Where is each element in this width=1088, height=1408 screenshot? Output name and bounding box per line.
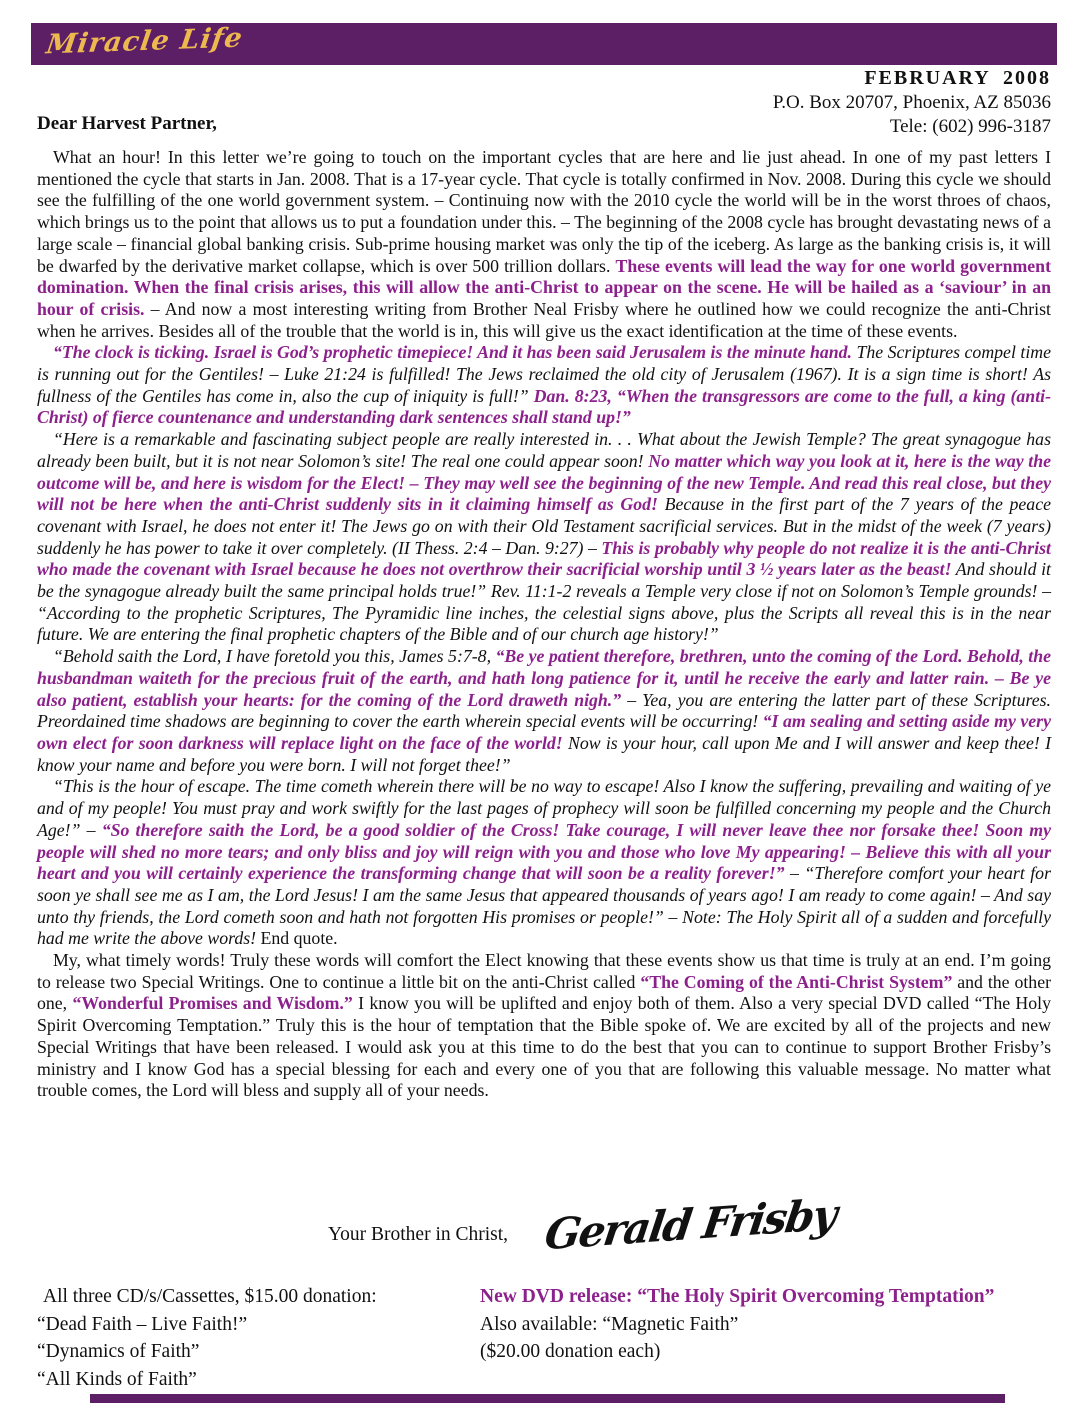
paragraph: [37, 776, 1051, 950]
paragraph: [37, 342, 1051, 429]
paragraph: [37, 646, 1051, 776]
text-run: My, what timely words! Truly these words will comfort the Elect knowing that these events show us that time is truly at an end. I’m going to release two Special Writings. One to continue a little bit on the anti-Christ called: [37, 950, 1051, 992]
salutation: Dear Harvest Partner,: [37, 113, 217, 134]
letter-body: [37, 147, 1051, 1102]
paragraph: [37, 429, 1051, 646]
closing-row: [0, 1189, 1088, 1278]
text-run: Now is your hour, call upon Me and I will answer and keep thee! I know your name and before you were born. I will not forget thee!”: [37, 732, 1051, 775]
text-run: – And now a most interesting writing from Brother Neal Frisby where he outlined how we could recognize the anti-Christ when he arrives. Besides all of the trouble that the world is in, this will give us the exact identification at the time of these events.: [37, 298, 1051, 341]
header-info: [773, 66, 1051, 140]
text-run: The Scriptures compel time is running out for the Gentiles! – Luke 21:24 is fulfilled! The Jews reclaimed the old city of Jerusalem (1967). It is a sign time is short! As fullness of the Gentiles has come in, also the cup of iniquity is full!”: [37, 342, 1051, 406]
footer-rule: [90, 1394, 1005, 1403]
valediction: Your Brother in Christ,: [328, 1224, 509, 1245]
text-run: – “Therefore comfort your heart for soon ye shall see me as I am, the Lord Jesus! I am the same Jesus that appeared thousands of years ago! I am ready to come again! – And say unto thy friends, the Lord cometh soon and hath not forgotten His promises or people!” – Note: The Holy Spirit all of a sudden and forcefully had me write the above words!: [37, 863, 1051, 949]
text-run: “This is the hour of escape. The time cometh wherein there will be no way to escape! Also I know the suffering, prevailing and waiting of ye and of my people! You must pray and work swiftly for the last pages of prophecy will soon be fulfilled concerning my people and the Church Age!” –: [37, 776, 1051, 840]
offers-left: [37, 1283, 480, 1393]
text-run: “I am sealing and setting aside my very own elect for soon darkness will replace light on the face of the world!: [37, 711, 1051, 753]
text-run: End quote.: [256, 928, 338, 949]
offers-right: [480, 1283, 1051, 1393]
text-run: No matter which way you look at it, here is the way the outcome will be, and here is wisdom for the Elect! – They may well see the beginning of the new Temple. And read this real close, but they will not be here when the anti-Christ suddenly sits in it claiming himself as God!: [37, 450, 1052, 515]
brand-script-logo: Miracle Life: [44, 22, 245, 61]
text-run: I know you will be uplifted and enjoy both of them. Also a very special DVD called “The Holy Spirit Overcoming Temptation.” Truly this is the hour of temptation that the Bible spoke of. We are excited by all of the projects and new Special Writings that have been released. I would ask you at this time to do the best that you can to continue to support Brother Frisby’s ministry and I know God has a special blessing for each and every one of you that are following this valuable message. No matter what trouble comes, the Lord will bless and supply all of your needs.: [37, 993, 1051, 1101]
text-run: “Be ye patient therefore, brethren, unto the coming of the Lord. Behold, the husbandman waiteth for the precious fruit of the earth, and hath long patience for it, until he receive the early and latter rain. – Be ye also patient, establish your hearts: for the coming of the Lord draweth nigh.”: [37, 646, 1051, 710]
text-run: “Behold saith the Lord, I have foretold you this, James 5:7-8,: [53, 646, 496, 667]
text-run: “The clock is ticking. Israel is God’s prophetic timepiece! And it has been said Jerusalem is the minute hand.: [53, 342, 852, 363]
text-run: What an hour! In this letter we’re going to touch on the important cycles that are here and lie just ahead. In one of my past letters I mentioned the cycle that starts in Jan. 2008. That is a 17-year cycle. That cycle is totally confirmed in Nov. 2008. During this cycle we should see the fulfilling of the one world government system. – Continuing now with the 2010 cycle the world will be in the worst throes of chaos, which brings us to the point that allows us to put a foundation under this. – The beginning of the 2008 cycle has brought devastating news of a large scale – financial global banking crisis. Sub-prime housing market was only the tip of the iceberg. As large as the banking crisis is, it will be dwarfed by the derivative market collapse, which is over 500 trillion dollars.: [37, 147, 1051, 276]
paragraph: [37, 147, 1051, 342]
text-run: Dan. 8:23, “When the transgressors are come to the full, a king (anti-Christ) of fierce countenance and understanding dark sentences shall stand up!”: [37, 385, 1051, 428]
offer-line: Also available: “Magnetic Faith”: [480, 1313, 739, 1335]
text-run: “The Coming of the Anti-Christ System”: [640, 971, 953, 992]
issue-date: FEBRUARY 2008: [864, 67, 1051, 89]
offer-line: “All Kinds of Faith”: [37, 1368, 197, 1390]
offer-line: New DVD release: “The Holy Spirit Overcoming Temptation”: [480, 1286, 995, 1307]
offer-line: “Dynamics of Faith”: [37, 1341, 200, 1362]
paragraph: [37, 950, 1051, 1102]
offer-line: All three CD/s/Cassettes, $15.00 donation:: [43, 1286, 377, 1307]
offers-section: [37, 1283, 1051, 1393]
text-run: And should it be the synagogue already built the same principal holds true!” Rev. 11:1-2 reveals a Temple very close if not on Solomon’s Temple grounds! – “According to the prophetic Scriptures, The Pyramidic line inches, the celestial signs above, plus the Scripts all reveal this is in the near future. We are entering the final prophetic chapters of the Bible and of our church age history!”: [37, 559, 1051, 645]
text-run: This is probably why people do not realize it is the anti-Christ who made the covenant with Israel because he does not overthrow their sacrificial worship until 3 ½ years later as the beast!: [37, 537, 1051, 580]
text-run: These events will lead the way for one world government domination. When the final crisis arises, this will allow the anti-Christ to appear on the scene. He will be hailed as a ‘saviour’ in an hour of crisis.: [37, 255, 1051, 319]
signature: Gerald Frisby: [541, 1189, 839, 1260]
offer-line: ($20.00 donation each): [480, 1341, 661, 1362]
text-run: Because in the first part of the 7 years of the peace covenant with Israel, he does not enter it! The Jews go on with their Old Testament sacrificial services. But in the midst of the week (7 years) suddenly he has power to take it over completely. (II Thess. 2:4 – Dan. 9:27) –: [37, 494, 1051, 558]
offer-line: “Dead Faith – Live Faith!”: [37, 1313, 248, 1335]
text-run: “Wonderful Promises and Wisdom.”: [72, 993, 353, 1014]
text-run: and the other one,: [37, 971, 1052, 1014]
header-banner: [31, 23, 1057, 65]
text-run: “Here is a remarkable and fascinating subject people are really interested in. . . What about the Jewish Temple? The great synagogue has already been built, but it is not near Solomon’s site! The real one could appear soon!: [37, 429, 1051, 471]
text-run: “So therefore saith the Lord, be a good soldier of the Cross! Take courage, I will never leave thee nor forsake thee! Soon my people will shed no more tears; and only bliss and joy will reign with you and those who love My appearing! – Believe this with all your heart and you will certainly experience the transforming change that will soon be a reality forever!”: [37, 819, 1051, 884]
po-box-address: P.O. Box 20707, Phoenix, AZ 85036: [772, 91, 1051, 113]
phone-number: Tele: (602) 996-3187: [889, 116, 1051, 137]
text-run: – Yea, you are entering the latter part of these Scriptures. Preordained time shadows are beginning to cover the earth wherein special events will be occurring!: [37, 689, 1051, 732]
